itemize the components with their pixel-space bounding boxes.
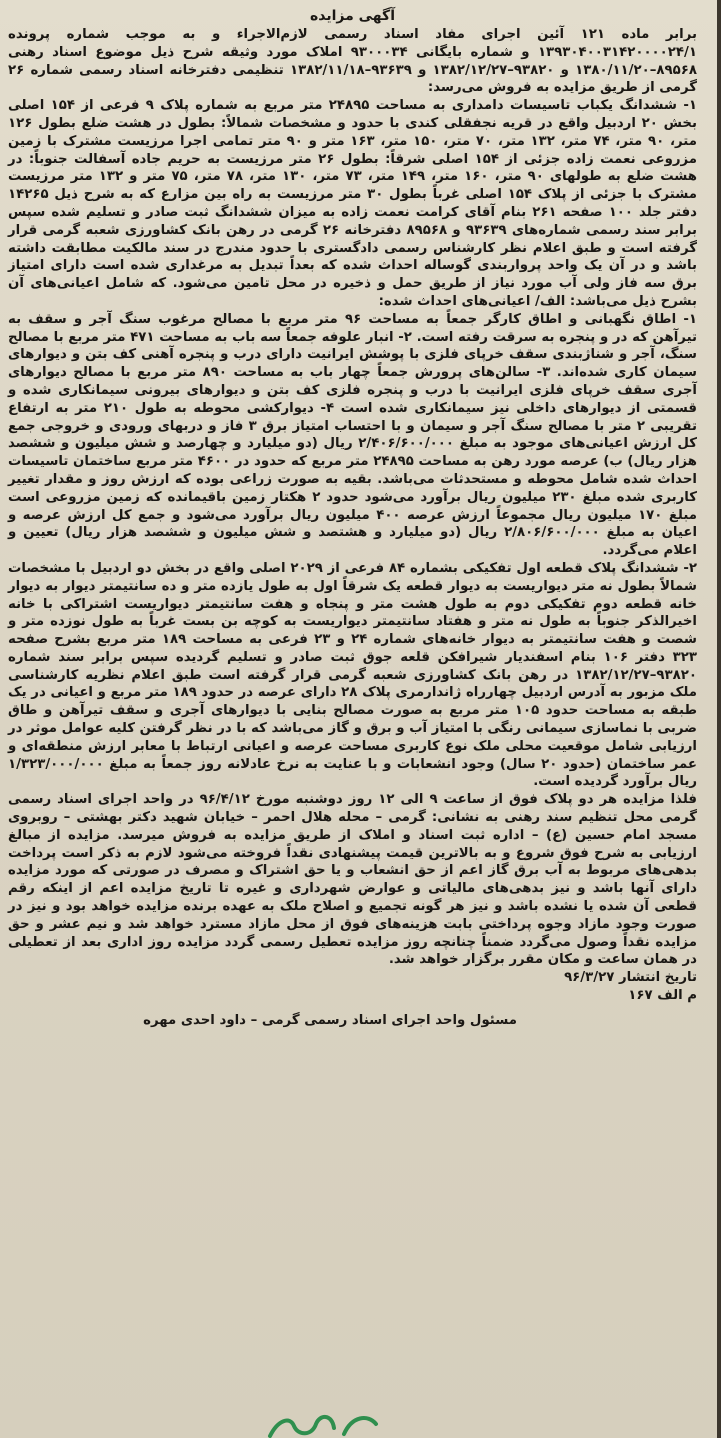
signature-line: مسئول واحد اجرای اسناد رسمی گرمی – داود احدی مهره — [143, 1012, 517, 1028]
notice-body — [8, 26, 697, 969]
publish-date: تاریخ انتشار ۹۶/۳/۲۷ — [564, 970, 697, 986]
paragraph-auction-terms: فلذا مزایده هر دو پلاک فوق از ساعت ۹ الی ۱۲ روز دوشنبه مورخ ۹۶/۴/۱۲ در واحد اجرای اسناد رسمی گرمی محل تنظیم سند رهنی به نشانی: گرمی – محله هلال احمر – خیابان شهید دکتر بهشتی – روبروی مسجد امام حسین (ع) – اداره ثبت اسناد و املاک از طریق مزایده به فروش میرسد. مزایده از مبالغ ارزیابی به شرح فوق شروع و به بالاترین قیمت پیشنهادی نقداً فروخته می‌شود لازم به ذکر است پرداخت بدهی‌های مربوط به آب برق گاز اعم از حق انشعاب و یا حق اشتراک و مصرف در صورتی که مورد مزایده دارای آنها باشد و نیز بدهی‌های مالیاتی و عوارض شهرداری و غیره تا تاریخ مزایده اعم از اینکه رقم قطعی آن شده یا نشده باشد و نیز هر گونه تجمیع و اصلاح ملک به عهده برنده مزایده خواهد بود و نیز در صورت وجود مازاد وجوه پرداختی بابت هزینه‌های فوق از محل مازاد مسترد خواهد شد و نیم عشر و حق مزایده نقداً وصول می‌گردد ضمناً چنانچه روز مزایده تعطیل رسمی گردد مزایده روز اداری بعد از تعطیلی در همان ساعت و مکان مقرر برگزار خواهد شد. — [8, 792, 697, 968]
handwritten-stamp-mark — [260, 1402, 400, 1438]
notice-closing — [8, 969, 697, 1005]
paragraph-property-1-buildings: ۱- اطاق نگهبانی و اطاق کارگر جمعاً به مساحت ۹۶ متر مربع با مصالح مرغوب سنگ آجر و سقف به تیرآهن که در و پنجره به سرقت رفته است. ۲- انبار علوفه جمعاً سه باب به مساحت ۴۷۱ متر مربع با مصالح سنگ، آجر و شناژبندی سقف خرپای فلزی با پوشش ایرانیت دارای درب و پنجره آهنی کف بتن و دیوارهای سیمان کاری شده‌اند. ۳- سالن‌های پرورش جمعاً چهار باب به مساحت ۸۹۰ متر مربع با مصالح دیوارهای آجری سقف خرپای فلزی ایرانیت با درب و پنجره فلزی کف بتن و دیوارهای بیرونی سیمانکاری شده و قسمتی از دیوارهای داخلی نیز سیمانکاری شده است ۴- دیوارکشی محوطه به طول ۲۱۰ متر به ارتفاع تقریبی ۲ متر با مصالح سنگ آجر و سیمان و با احتساب امتیاز برق ۳ فاز و دربهای ورودی و خروجی جمع کل ارزش اعیانی‌های موجود به مبلغ ۲/۴۰۶/۶۰۰/۰۰۰ ریال (دو میلیارد و چهارصد و شش میلیون و ششصد هزار ریال) ب) عرصه مورد رهن به مساحت ۲۴۸۹۵ متر مربع که حدود در ۴۶۰۰ متر مربع ساختمان تاسیسات احداث شده شامل محوطه و مستحدثات می‌باشد. بقیه به صورت زراعی بوده که ارزش روز و مقدار تغییر کاربری شده مبلغ ۲۳۰ میلیون ریال برآورد می‌شود حدود ۲ هکتار زمین باقیمانده که زمین مزروعی است مبلغ ۱۷۰ میلیون ریال مجموعاً ارزش عرصه ۴۰۰ میلیون ریال برآورد می‌شود و جمع کل ارزش عرصه و اعیان به مبلغ ۲/۸۰۶/۶۰۰/۰۰۰ ریال (دو میلیارد و هشتصد و شش میلیون و ششصد هزار ریال) تعیین و اعلام می‌گردد. — [8, 311, 698, 559]
reference-code: م الف ۱۶۷ — [628, 988, 697, 1004]
paragraph-property-1: ۱- ششدانگ یکباب تاسیسات دامداری به مساحت ۲۴۸۹۵ متر مربع به شماره پلاک ۹ فرعی از ۱۵۴ اصلی بخش ۲۰ اردبیل واقع در قریه نجفقلی کندی با حدود و مشخصات شمالاً: بطول در هشت ضلع بطول ۱۲۶ متر، ۹۰ متر، ۷۴ متر، ۱۳۲ متر، ۷۰ متر، ۱۵۰ متر، ۱۶۳ متر و ۹۰ متر تمامی اجرا مرزیست مشترک با زمین مزروعی نعمت زاده جزئی از ۱۵۴ اصلی شرقاً: بطول ۲۶ متر مرزیست به حریم جاده آسفالت جنوباً: در هشت ضلع به طولهای ۹۰ متر، ۱۶۰ متر، ۱۴۹ متر، ۷۳ متر، ۱۳۰ متر، ۷۸ متر، ۷۵ متر و ۱۳۲ متر مرزیست مشترک با جزئی از پلاک ۱۵۴ اصلی غرباً بطول ۳۰ متر مرزیست به راه بین مزارع که به شرح ذیل ۱۴۲۶۵ دفتر جلد ۱۰۰ صفحه ۲۶۱ بنام آقای کرامت نعمت زاده به میزان ششدانگ ثبت صادر و تسلیم شده سپس برابر سند رسمی شماره‌های ۹۳۶۳۹ و ۸۹۵۶۸ دفترخانه ۲۶ گرمی در رهن بانک کشاورزی شعبه گرمی قرار گرفته است و طبق اعلام نظر کارشناس رسمی دادگستری با حدود مندرج در سند مالکیت مطابقت داشته باشد و در آن یک واحد پرواربندی گوساله احداث شده که بعداً تبدیل به مرغداری شده است دارای امتیاز برق سه فاز ولی آب مورد نیاز از طریق حمل و ذخیره در محل تامین می‌شود. که شامل اعیانی‌های آن بشرح ذیل می‌باشد: الف/ اعیانی‌های احداث شده: — [8, 98, 698, 309]
notice-title: آگهی مزایده — [309, 8, 395, 24]
paragraph-property-2: ۲- ششدانگ پلاک قطعه اول تفکیکی بشماره ۸۴ فرعی از ۲۰۲۹ اصلی واقع در بخش دو اردبیل با مشخصات شمالاً بطول نه متر دیواریست به دیوار قطعه یک شرقاً اول به طول یازده متر و ده سانتیمتر دیوار به دیوار خانه قطعه دوم تفکیکی دوم به طول هشت متر و پنجاه و هفت سانتیمتر دیواریست اشتراکی با خانه اخیرالذکر جنوباً به طول نه متر و هفتاد سانتیمتر دیواریست به کوچه بن بست غرباً به طول نوزده متر و شصت و هفت سانتیمتر به دیوار خانه‌های شماره ۲۴ و ۲۳ فرعی به مساحت ۱۸۹ متر مربع بشرح صفحه ۳۲۳ دفتر ۱۰۶ بنام اسفندیار شیرافکن قلعه جوق ثبت صادر و تسلیم گردیده سپس برابر سند شماره ۹۳۸۲۰–۱۳۸۲/۱۲/۲۷ در رهن بانک کشاورزی شعبه گرمی قرار گرفته است طبق اعلام نظریه کارشناسی ملک مزبور به آدرس اردبیل چهارراه ژاندارمری پلاک ۲۸ دارای عرصه در حدود ۱۸۹ متر مربع و اعیانی در یک طبقه به مساحت حدود ۱۰۵ متر مربع به صورت مصالح بنایی با دیوارهای آجری و سقف تیرآهن و طاق ضربی با نماسازی سیمانی رنگی با امتیاز آب و برق و گاز می‌باشد که با در نظر گرفتن کلیه عوامل موثر در ارزیابی شامل موقعیت محلی ملک نوع کاربری مساحت عرصه و اعیانی ارتباط با معابر ارزش منطقه‌ای و عمر ساختمان (حدود ۲۰ سال) وجود انشعابات و با عنایت به نرخ عادلانه روز جمعاً به مبلغ ۱/۳۲۳/۰۰۰/۰۰۰ ریال برآورد گردیده است. — [8, 560, 697, 790]
paragraph-intro: برابر ماده ۱۲۱ آئین اجرای مفاد اسناد رسمی لازم‌الاجراء و به موجب شماره پرونده ۱۳۹۳۰۴۰۰۳۱۴۲۰۰۰۰۲۴/۱ و شماره بایگانی ۹۳۰۰۰۳۴ املاک مورد وثیقه شرح ذیل موضوع اسناد رهنی ۸۹۵۶۸–۱۳۸۰/۱۱/۲۰ و ۹۳۸۲۰–۱۳۸۲/۱۲/۲۷ و ۹۳۶۳۹–۱۳۸۲/۱۱/۱۸ تنظیمی دفترخانه اسناد رسمی شماره ۲۶ گرمی از طریق مزایده به فروش می‌رسد: — [8, 27, 698, 96]
